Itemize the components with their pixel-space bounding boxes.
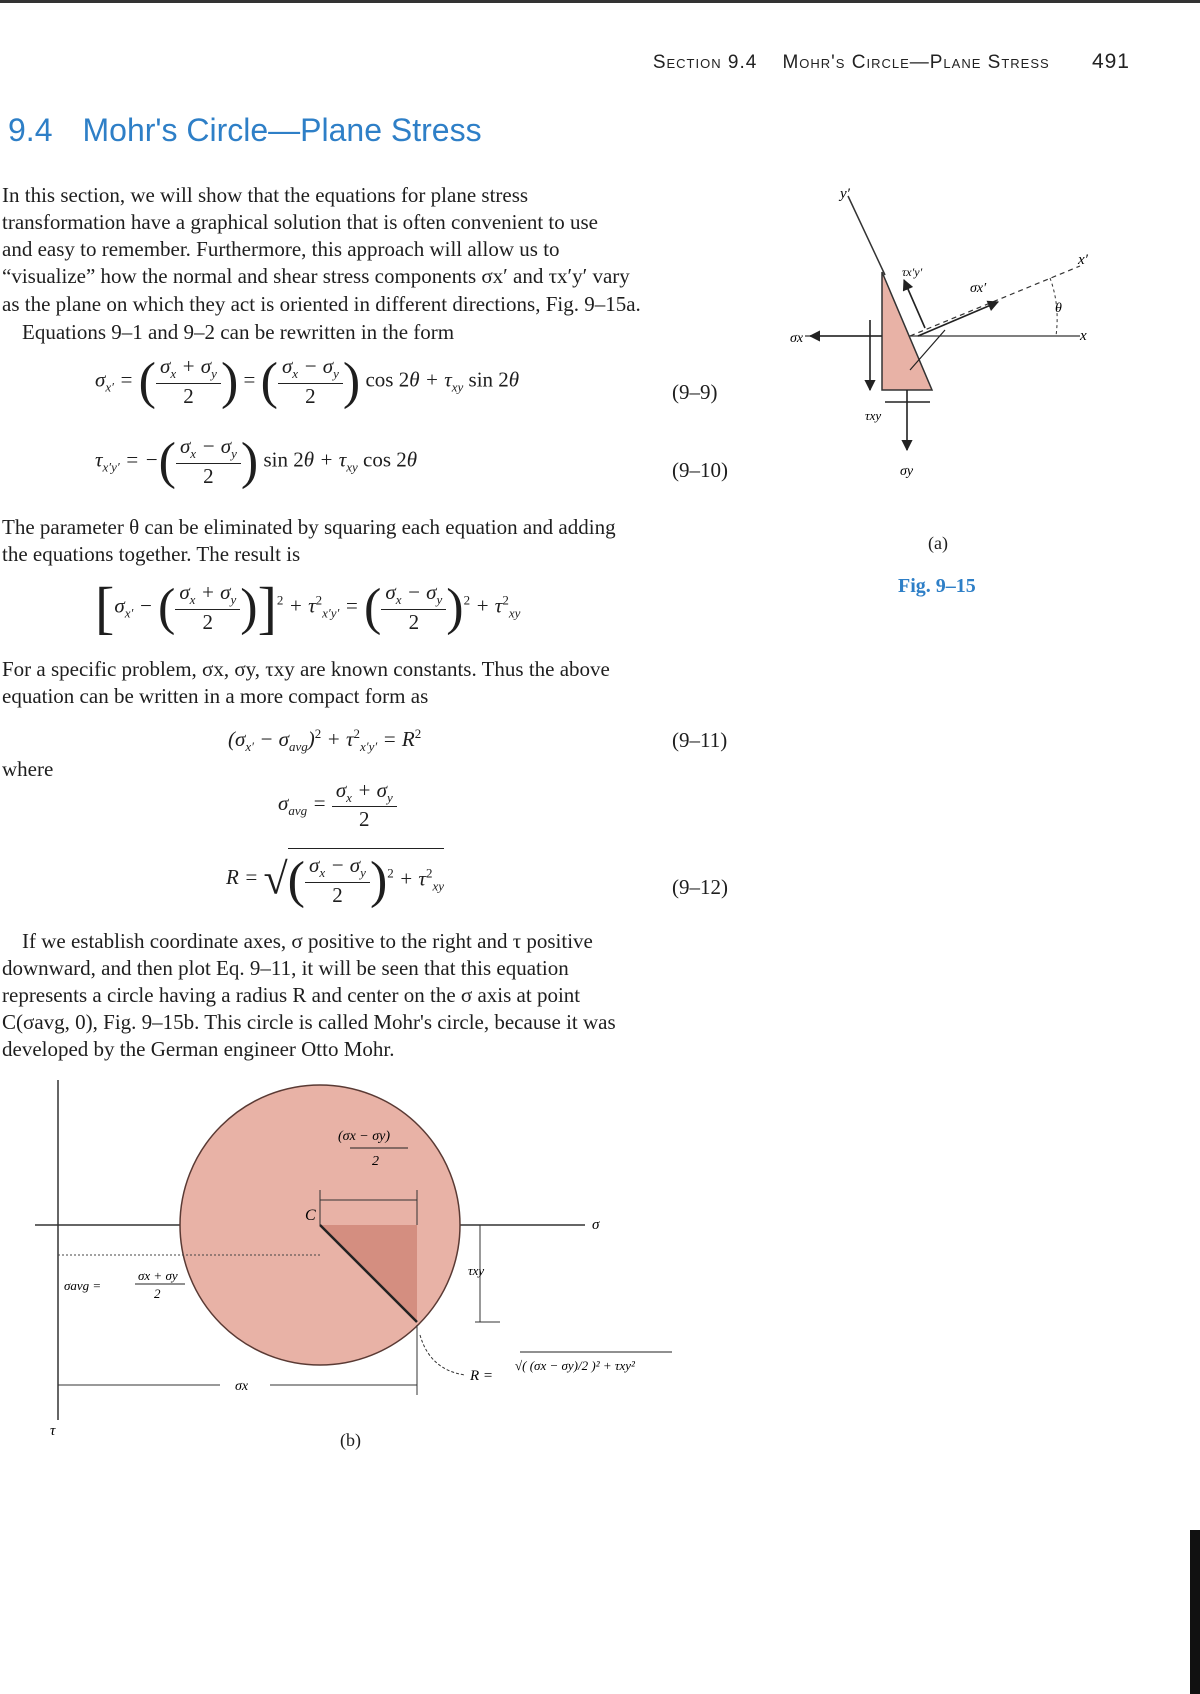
label-tau-xy-b: τxy: [468, 1263, 485, 1278]
stress-wedge: [882, 272, 932, 390]
final-line-2: downward, and then plot Eq. 9–11, it will be seen that this equation: [2, 956, 569, 980]
final-line-3: represents a circle having a radius R and center on the σ axis at point: [2, 983, 581, 1007]
scan-edge-bar: [1190, 1530, 1200, 1694]
label-y-prime: y′: [840, 186, 850, 202]
figure-9-15a: [780, 180, 1100, 490]
equation-9-11: $(\sigma_{x'} - \sigma_{avg})^2 + \tau^2_{x'y'} = R^2$: [228, 726, 422, 755]
label-sigma-x: σx: [790, 331, 804, 346]
label-half-diff: (σx − σy): [338, 1129, 391, 1144]
eliminate-line-1: The parameter θ can be eliminated by squaring each equation and adding: [2, 515, 616, 539]
eq-number-9-9: (9–9): [672, 380, 718, 404]
label-sigma-x-prime: σx′: [970, 281, 987, 296]
eq-number-9-11: (9–11): [672, 728, 728, 752]
label-tau-xy: τxy: [865, 408, 882, 423]
page-number: 491: [1091, 50, 1130, 73]
final-line-1: If we establish coordinate axes, σ positive to the right and τ positive: [22, 929, 593, 953]
svg-text:2: 2: [372, 1154, 379, 1169]
page-top-rule: [0, 0, 1200, 3]
label-sigma-avg-eq: σavg =: [64, 1278, 102, 1293]
intro-line-4: “visualize” how the normal and shear stress components σx′ and τx′y′ vary: [2, 264, 630, 288]
y-prime-axis: [848, 196, 885, 275]
label-tau-xy-prime: τx′y′: [902, 265, 923, 279]
where-label: where: [2, 757, 54, 781]
label-x: x: [1080, 328, 1087, 344]
running-header: [0, 50, 1130, 74]
R-leader: [420, 1335, 465, 1375]
label-sigma-x-b: σx: [235, 1379, 249, 1394]
specific-line-1: For a specific problem, σx, σy, τxy are known constants. Thus the above: [2, 657, 610, 681]
eq-number-9-10: (9–10): [672, 458, 728, 482]
eq-number-9-12: (9–12): [672, 875, 728, 899]
specific-line-2: equation can be written in a more compact form as: [2, 684, 429, 708]
label-sigma-axis: σ: [592, 1217, 600, 1233]
equation-sigma-avg: $\sigma_{avg}$ = $\frac{\sigma_x + \sigma_y}{2}$: [278, 778, 397, 832]
intro-line-1: In this section, we will show that the equations for plane stress: [2, 183, 529, 207]
intro-line-5: as the plane on which they act is oriented in different directions, Fig. 9–15a.: [2, 292, 641, 316]
equation-9-9: $\sigma_{x'}$ = ( $\frac{\sigma_x + \sigma_y}{2}$ ) = ( $\frac{\sigma_x - \sigma_y}{2}$ ) $\cos 2\theta + \tau_{xy}$ sin 2θ: [95, 353, 520, 410]
equation-combined: [$\sigma_{x'}$ − ( $\frac{\sigma_x + \sigma_y}{2}$ )]$^2 + \tau^2_{x'y'}$ = ( $\frac{\sigma_x - \sigma_y}{2}$ )$^2 + \tau^2_{xy}$: [95, 575, 521, 640]
eliminate-line-2: the equations together. The result is: [2, 542, 301, 566]
rewrite-line: Equations 9–1 and 9–2 can be rewritten in the form: [22, 320, 455, 344]
label-R: R =: [470, 1368, 494, 1384]
figure-part-a-label: (a): [928, 533, 948, 553]
equation-9-12: R = √( $\frac{\sigma_x - \sigma_y}{2}$ )$^2 + \tau^2_{xy}$: [226, 848, 444, 910]
tau-xy-prime-arrow: [904, 280, 925, 328]
header-section: Section 9.4: [652, 52, 758, 73]
svg-text:√( (σx − σy)/2 )² + τxy²: √( (σx − σy)/2 )² + τxy²: [515, 1358, 635, 1373]
label-theta: θ: [1055, 301, 1062, 316]
label-center: C: [305, 1207, 316, 1224]
intro-line-2: transformation have a graphical solution that is often convenient to use: [2, 210, 598, 234]
equation-9-10: $\tau_{x'y'}$ = −( $\frac{\sigma_x - \sigma_y}{2}$ ) $\sin 2\theta + \tau_{xy}$ cos 2θ: [95, 433, 418, 490]
section-heading: [8, 112, 482, 149]
label-x-prime: x′: [1078, 252, 1088, 268]
section-title: Mohr's Circle—Plane Stress: [82, 112, 482, 148]
intro-line-3: and easy to remember. Furthermore, this approach will allow us to: [2, 237, 560, 261]
header-section-title: Mohr's Circle—Plane Stress: [782, 52, 1050, 73]
figure-9-15b: [20, 1070, 700, 1450]
final-line-4: C(σavg, 0), Fig. 9–15b. This circle is called Mohr's circle, because it was: [2, 1010, 616, 1034]
svg-text:σx + σy: σx + σy: [138, 1268, 178, 1283]
sigma-x-prime-arrow: [918, 302, 998, 336]
section-number: 9.4: [8, 112, 53, 148]
final-line-5: developed by the German engineer Otto Mohr.: [2, 1037, 395, 1061]
label-sigma-y: σy: [900, 464, 914, 479]
figure-part-b-label: (b): [340, 1430, 361, 1450]
svg-text:2: 2: [154, 1286, 161, 1301]
label-tau-axis: τ: [50, 1423, 56, 1439]
figure-caption: Fig. 9–15: [898, 575, 976, 597]
